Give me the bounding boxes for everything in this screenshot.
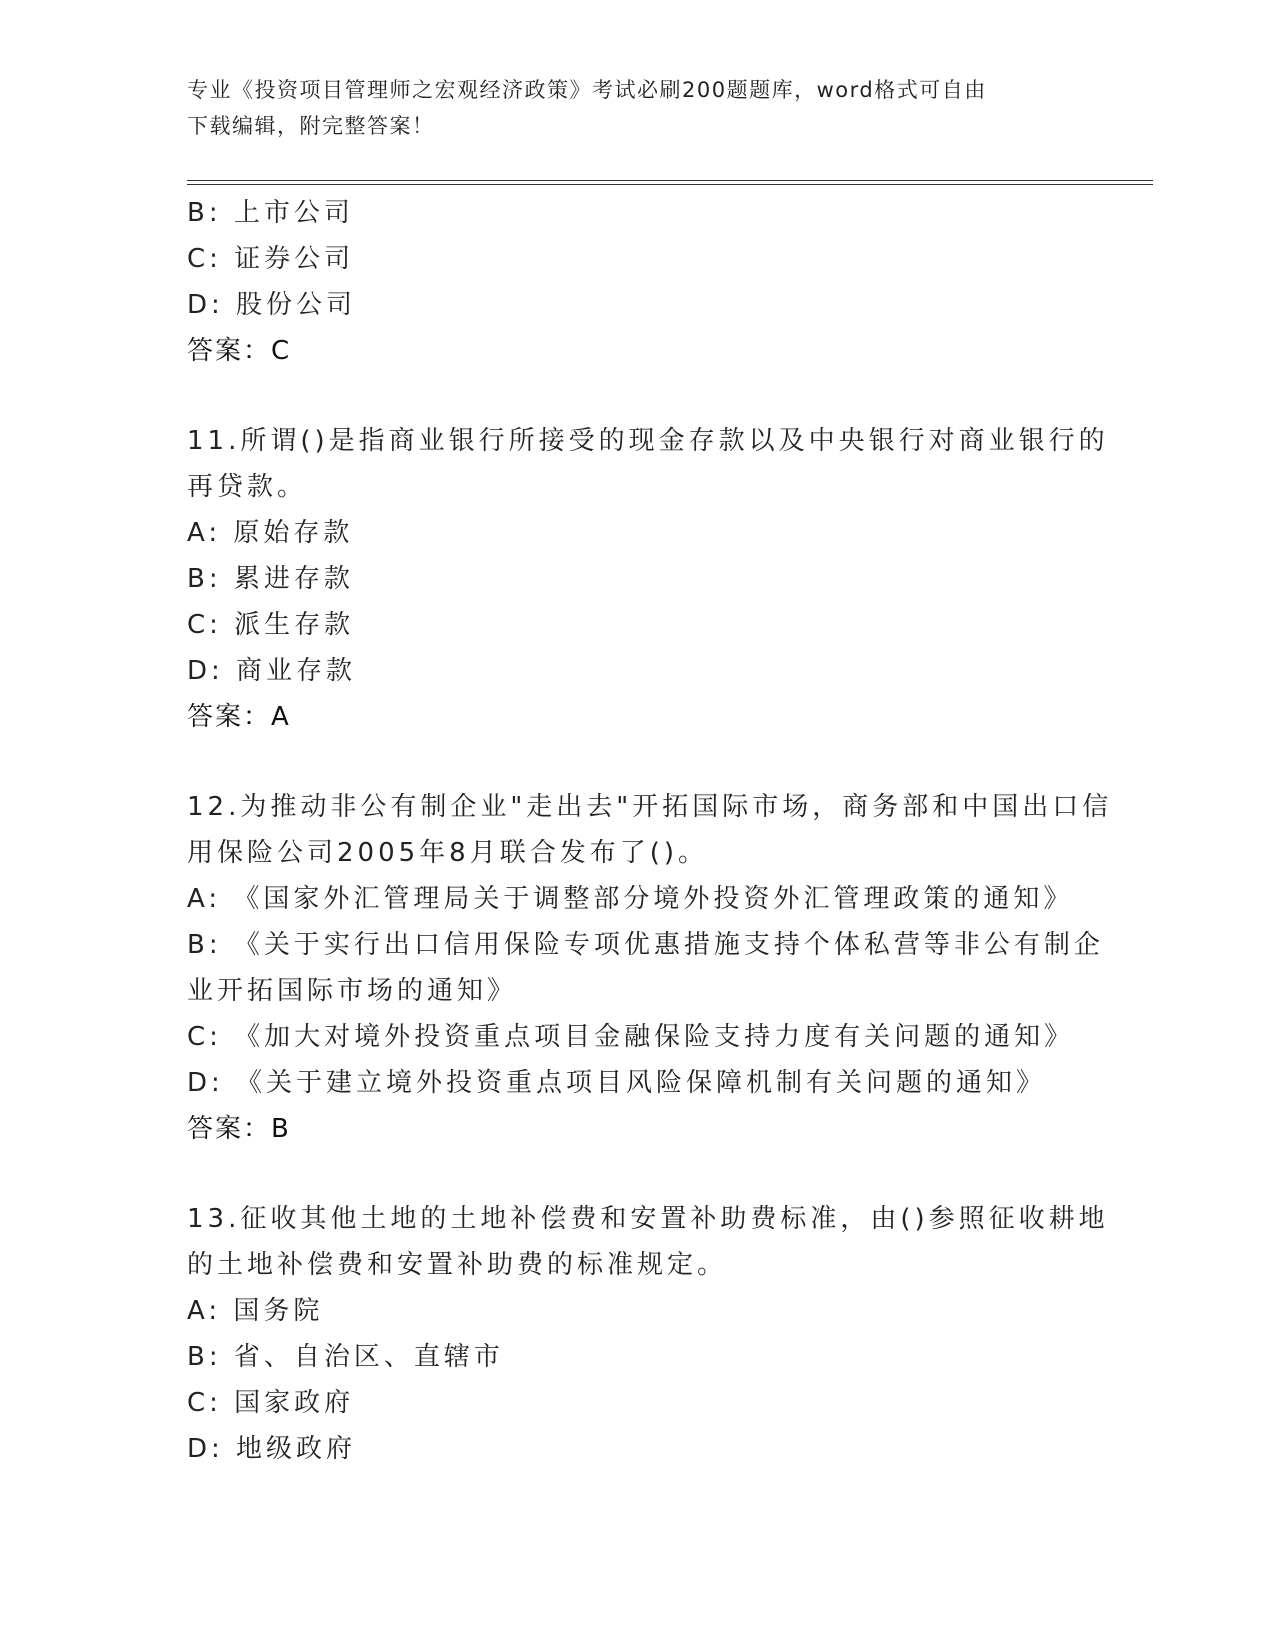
question-12 — [187, 784, 1113, 1152]
option-b: B: 上市公司 — [187, 198, 354, 228]
page-header — [187, 72, 1087, 144]
option-d: D: 股份公司 — [187, 290, 357, 320]
option-a: A: 《国家外汇管理局关于调整部分境外投资外汇管理政策的通知》 — [187, 884, 1074, 914]
answer: 答案：C — [187, 336, 292, 366]
option-a: A: 国务院 — [187, 1296, 324, 1326]
option-d: D: 地级政府 — [187, 1434, 357, 1464]
header-line-1: 专业《投资项目管理师之宏观经济政策》考试必刷200题题库，word格式可自由 — [187, 78, 987, 102]
header-divider-bottom — [187, 184, 1153, 185]
question-stem-line-1: 12.为推动非公有制企业"走出去"开拓国际市场，商务部和中国出口信 — [187, 792, 1113, 822]
answer: 答案：B — [187, 1114, 291, 1144]
spacer — [187, 1152, 1087, 1196]
question-10-tail — [187, 190, 1087, 374]
question-content — [187, 190, 1113, 1472]
option-b: B: 累进存款 — [187, 564, 354, 594]
answer: 答案：A — [187, 702, 291, 732]
question-11 — [187, 418, 1109, 740]
question-stem-line-2: 的土地补偿费和安置补助费的标准规定。 — [187, 1250, 728, 1280]
option-a: A: 原始存款 — [187, 518, 354, 548]
option-b-line-1: B: 《关于实行出口信用保险专项优惠措施支持个体私营等非公有制企 — [187, 930, 1104, 960]
option-c: C: 《加大对境外投资重点项目金融保险支持力度有关问题的通知》 — [187, 1022, 1075, 1052]
header-line-2: 下载编辑，附完整答案！ — [187, 114, 435, 138]
option-c: C: 派生存款 — [187, 610, 355, 640]
header-divider-top — [187, 180, 1153, 181]
option-b-line-2: 业开拓国际市场的通知》 — [187, 976, 518, 1006]
option-c: C: 国家政府 — [187, 1388, 355, 1418]
option-d: D: 《关于建立境外投资重点项目风险保障机制有关问题的通知》 — [187, 1068, 1047, 1098]
question-stem-line-1: 13.征收其他土地的土地补偿费和安置补助费标准，由()参照征收耕地 — [187, 1204, 1109, 1234]
option-b: B: 省、自治区、直辖市 — [187, 1342, 504, 1372]
spacer — [187, 374, 1087, 418]
question-13 — [187, 1196, 1109, 1472]
spacer — [187, 740, 1087, 784]
question-stem-line-2: 再贷款。 — [187, 472, 308, 502]
question-stem-line-2: 用保险公司2005年8月联合发布了()。 — [187, 838, 708, 868]
question-stem-line-1: 11.所谓()是指商业银行所接受的现金存款以及中央银行对商业银行的 — [187, 426, 1109, 456]
option-c: C: 证券公司 — [187, 244, 355, 274]
option-d: D: 商业存款 — [187, 656, 357, 686]
